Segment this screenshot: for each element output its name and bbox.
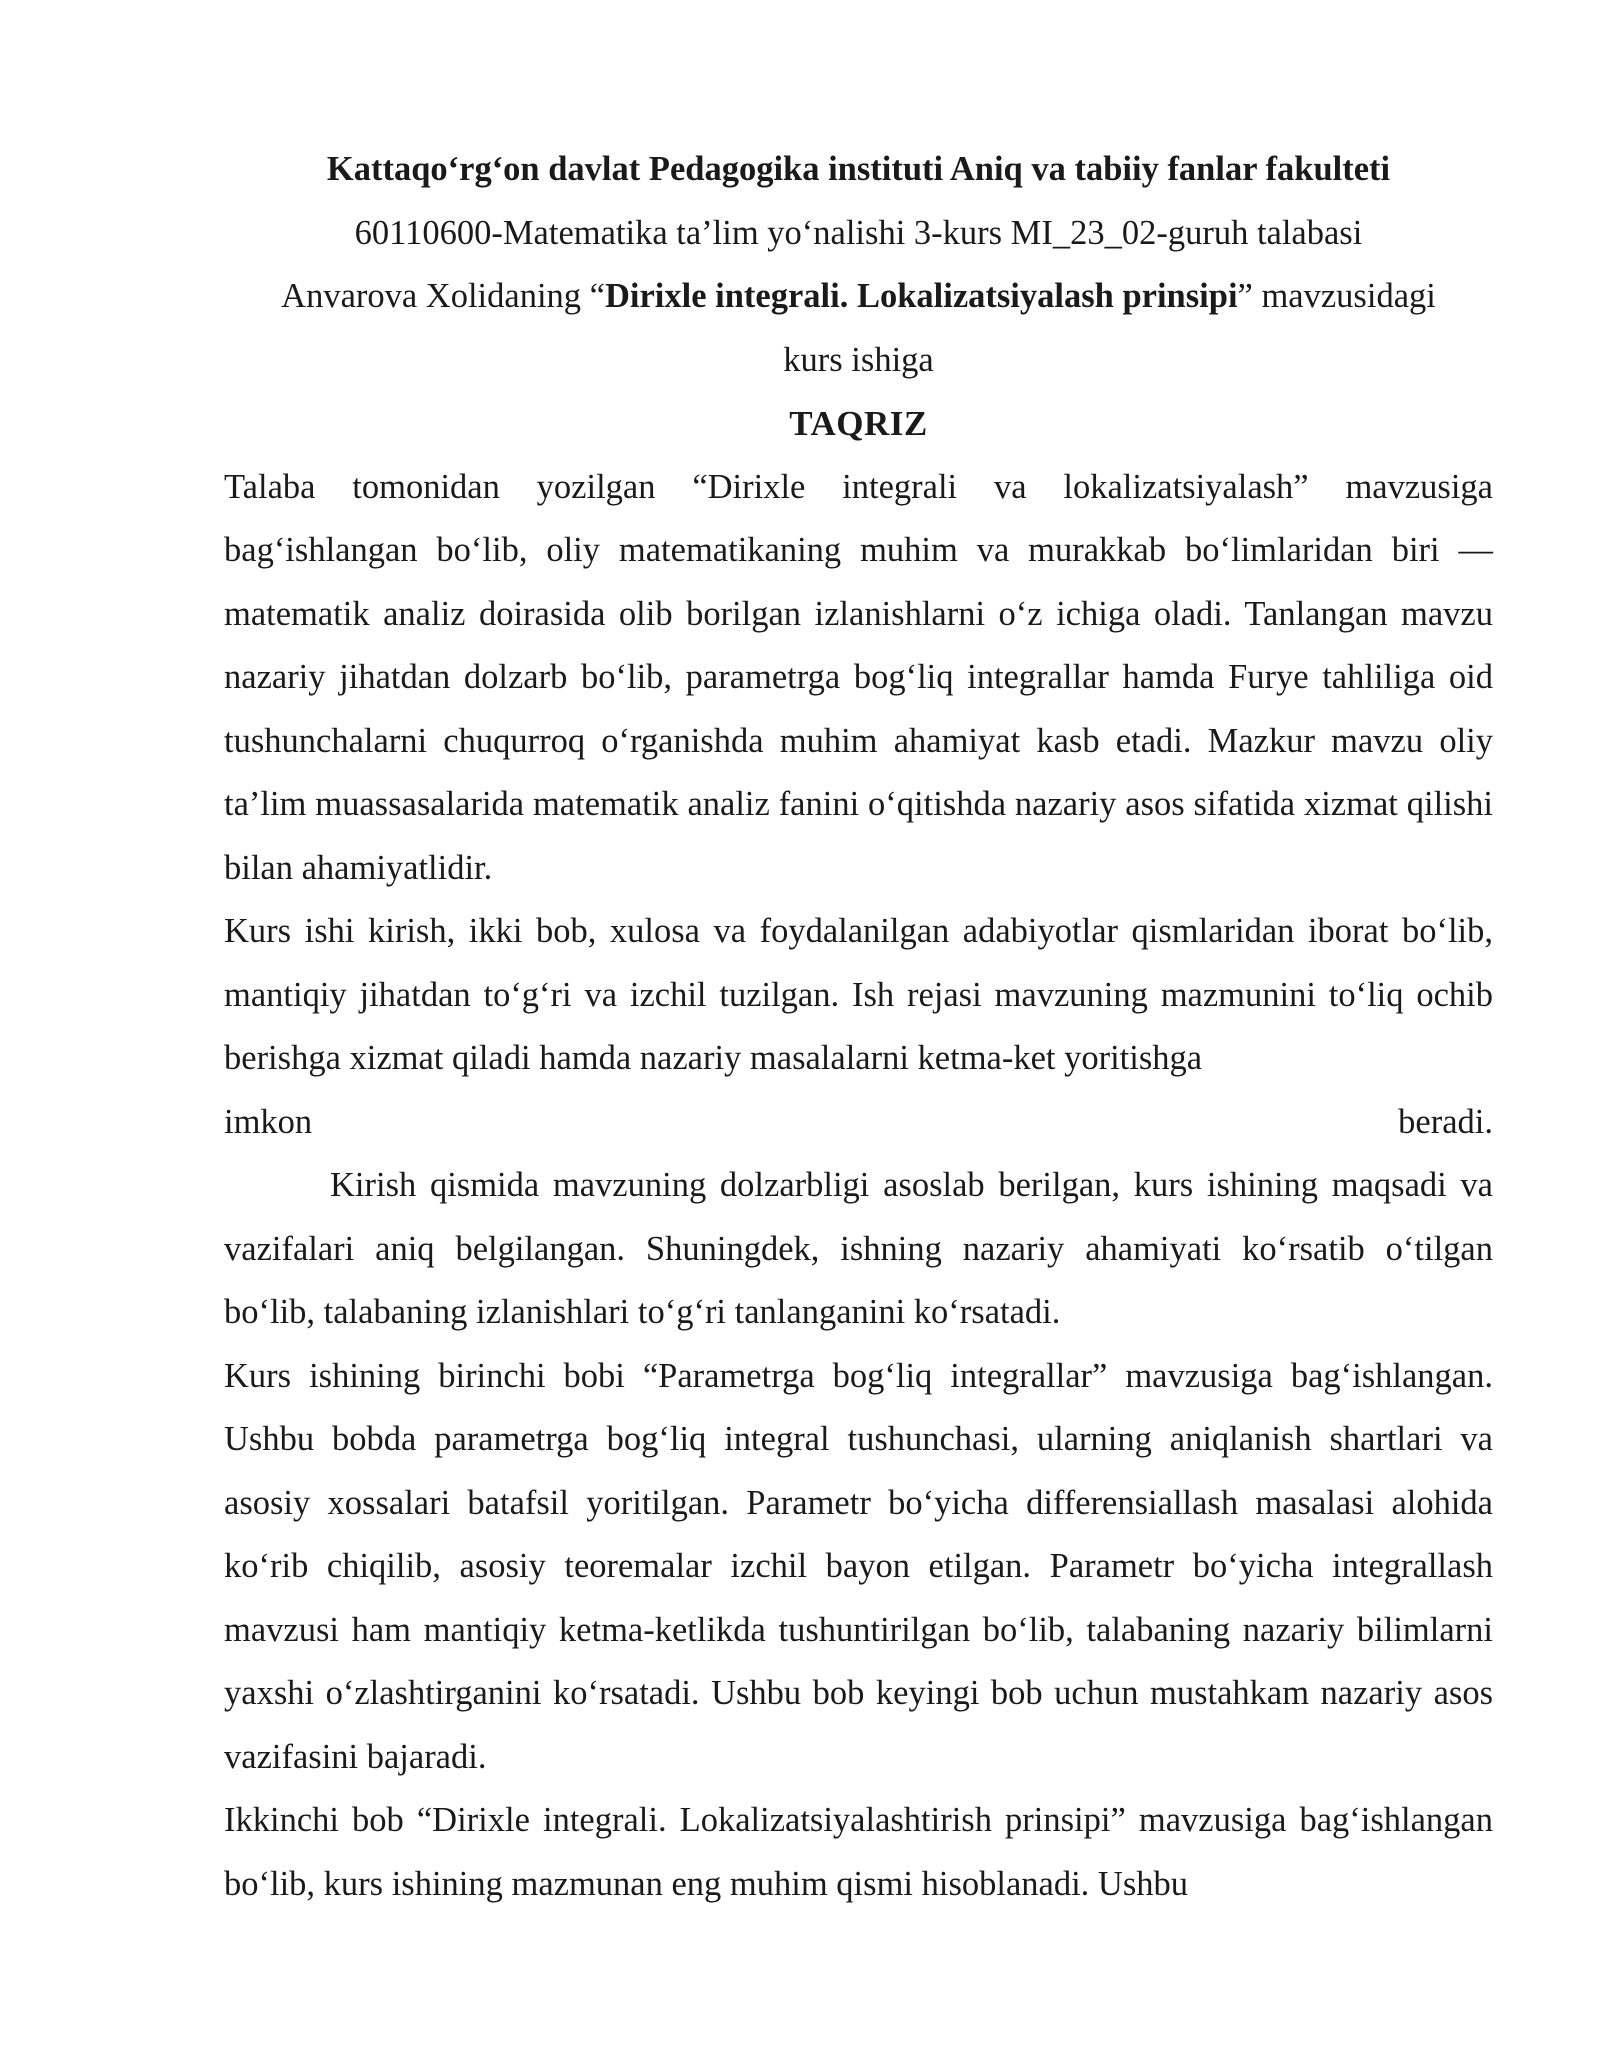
topic-title: Dirixle integrali. Lokalizatsiyalash prinsipi bbox=[604, 277, 1238, 315]
institution-heading: Kattaqo‘rg‘on davlat Pedagogika instituti Aniq va tabiiy fanlar fakulteti bbox=[326, 150, 1391, 188]
paragraph-introduction-section: Kirish qismida mavzuning dolzarbligi asoslab berilgan, kurs ishining maqsadi va vazifalari aniq belgilangan. Shuningdek, ishning nazariy ahamiyati ko‘rsatib o‘tilgan bo‘lib, talabaning izlanishlari to‘g‘ri tanlanganini ko‘rsatadi. bbox=[224, 1166, 1493, 1331]
paragraph-structure: Kurs ishi kirish, ikki bob, xulosa va foydalanilgan adabiyotlar qismlaridan iborat bo‘lib, mantiqiy jihatdan to‘g‘ri va izchil tuzilgan. Ish rejasi mavzuning mazmunini to‘liq ochib berishga xizmat qiladi hamda nazariy masalalarni ketma-ket yoritishga bbox=[224, 912, 1493, 1077]
paragraph-structure-last-line bbox=[224, 1091, 1493, 1155]
paragraph-chapter-two: Ikkinchi bob “Dirixle integrali. Lokalizatsiyalashtirish prinsipi” mavzusiga bag‘ishlangan bo‘lib, kurs ishining mazmunan eng muhim qismi hisoblanadi. Ushbu bbox=[224, 1801, 1493, 1903]
topic-line bbox=[224, 265, 1493, 329]
document-title: TAQRIZ bbox=[789, 404, 928, 443]
topic-suffix: ” mavzusidagi bbox=[1237, 277, 1436, 315]
topic-prefix: Anvarova Xolidaning “ bbox=[281, 277, 605, 315]
last-line-left-word: imkon bbox=[224, 1102, 313, 1141]
review-page bbox=[224, 138, 1493, 1916]
student-line: 60110600-Matematika ta’lim yo‘nalishi 3-kurs MI_23_02-guruh talabasi bbox=[354, 213, 1363, 252]
last-line-right-word: beradi. bbox=[1398, 1102, 1493, 1141]
topic-tail: kurs ishiga bbox=[783, 340, 934, 379]
paragraph-intro: Talaba tomonidan yozilgan “Dirixle integrali va lokalizatsiyalash” mavzusiga bag‘ishlangan bo‘lib, oliy matematikaning muhim va murakkab bo‘limlaridan biri — matematik analiz doirasida olib borilgan izlanishlarni o‘z ichiga oladi. Tanlangan mavzu nazariy jihatdan dolzarb bo‘lib, parametrga bog‘liq integrallar hamda Furye tahliliga oid tushunchalarni chuqurroq o‘rganishda muhim ahamiyat kasb etadi. Mazkur mavzu oliy ta’lim muassasalarida matematik analiz fanini o‘qitishda nazariy asos sifatida xizmat qilishi bilan ahamiyatlidir. bbox=[224, 467, 1493, 887]
paragraph-chapter-one: Kurs ishining birinchi bobi “Parametrga bog‘liq integrallar” mavzusiga bag‘ishlangan. Ushbu bobda parametrga bog‘liq integral tushunchasi, ularning aniqlanish shartlari va asosiy xossalari batafsil yoritilgan. Parametr bo‘yicha differensiallash masalasi alohida ko‘rib chiqilib, asosiy teoremalar izchil bayon etilgan. Parametr bo‘yicha integrallash mavzusi ham mantiqiy ketma-ketlikda tushuntirilgan bo‘lib, talabaning nazariy bilimlarni yaxshi o‘zlashtirganini ko‘rsatadi. Ushbu bob keyingi bob uchun mustahkam nazariy asos vazifasini bajaradi. bbox=[224, 1356, 1493, 1776]
